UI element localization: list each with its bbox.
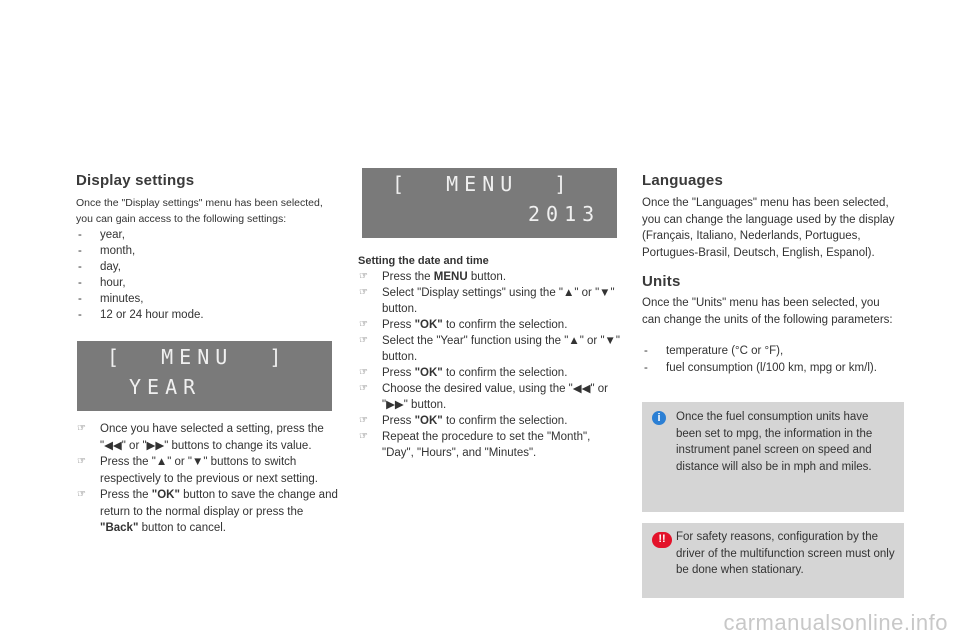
hand-pointer-icon: ☞ xyxy=(359,335,368,346)
units-title: Units xyxy=(642,273,681,290)
display-settings-intro: Once the "Display settings" menu has been selected, you can gain access to the following settings: xyxy=(76,197,323,225)
screen-value-text: 2013 xyxy=(528,202,601,226)
info-icon: i xyxy=(652,411,666,425)
step-item: ☞ Select the "Year" function using the "▲" or "▼" button. xyxy=(359,335,620,363)
hand-pointer-icon: ☞ xyxy=(359,319,368,330)
step-item: ☞ Choose the desired value, using the "◀◀" or "▶▶" button. xyxy=(359,383,608,411)
warning-icon: !! xyxy=(652,532,672,548)
hand-pointer-icon: ☞ xyxy=(77,456,86,467)
units-list xyxy=(642,343,904,376)
hand-pointer-icon: ☞ xyxy=(359,287,368,298)
warning-note xyxy=(642,523,904,598)
list-item: - year, xyxy=(76,227,336,243)
screen-image-year xyxy=(77,341,332,411)
list-item: - fuel consumption (l/100 km, mpg or km/l). xyxy=(642,360,904,377)
list-item: - temperature (°C or °F), xyxy=(642,343,904,360)
display-settings-list xyxy=(76,227,336,323)
list-item: - hour, xyxy=(76,275,336,291)
list-item: - 12 or 24 hour mode. xyxy=(76,307,336,323)
step-item: ☞ Press "OK" to confirm the selection. xyxy=(359,319,568,331)
info-note-text: Once the fuel consumption units have been set to mpg, the information in the instrument panel screen on speed and distance will also be in mph and miles. xyxy=(676,411,873,473)
screen-image-2013 xyxy=(362,168,617,238)
hand-pointer-icon: ☞ xyxy=(77,489,86,500)
hand-pointer-icon: ☞ xyxy=(359,367,368,378)
hand-pointer-icon: ☞ xyxy=(359,271,368,282)
screen-menu-text: [ MENU ] xyxy=(392,172,573,196)
date-time-steps xyxy=(358,269,620,461)
hand-pointer-icon: ☞ xyxy=(359,415,368,426)
watermark: carmanualsonline.info xyxy=(723,610,948,635)
info-note xyxy=(642,402,904,512)
step-item: ☞ Repeat the procedure to set the "Month", "Day", "Hours", and "Minutes". xyxy=(359,431,591,459)
screen-value-text: YEAR xyxy=(129,375,202,399)
step-item: ☞ Select "Display settings" using the "▲" or "▼" button. xyxy=(359,287,615,315)
step-item: ☞ Press the "OK" button to save the change and return to the normal display or press the "Back" button to cancel. xyxy=(77,489,338,534)
step-item: ☞ Press the "▲" or "▼" buttons to switch respectively to the previous or next setting. xyxy=(77,456,318,485)
step-item: ☞ Press "OK" to confirm the selection. xyxy=(359,367,568,379)
hand-pointer-icon: ☞ xyxy=(77,423,86,434)
date-time-subtitle: Setting the date and time xyxy=(358,255,489,267)
step-item: ☞ Once you have selected a setting, press the "◀◀" or "▶▶" buttons to change its value. xyxy=(77,423,324,452)
list-item: - month, xyxy=(76,243,336,259)
warning-note-text: For safety reasons, configuration by the driver of the multifunction screen must only be done when stationary. xyxy=(676,531,895,576)
screen-menu-text: [ MENU ] xyxy=(107,345,288,369)
hand-pointer-icon: ☞ xyxy=(359,431,368,442)
display-settings-title: Display settings xyxy=(76,172,195,189)
step-item: ☞ Press the MENU button. xyxy=(359,271,507,283)
display-settings-steps xyxy=(76,421,338,537)
languages-title: Languages xyxy=(642,172,723,189)
step-item: ☞ Press "OK" to confirm the selection. xyxy=(359,415,568,427)
languages-text: Once the "Languages" menu has been selected, you can change the language used by the display (Français, Italiano, Nederlands, Portugues, Portugues-Brasil, Deutsch, English, Espanol). xyxy=(642,197,895,259)
hand-pointer-icon: ☞ xyxy=(359,383,368,394)
units-intro: Once the "Units" menu has been selected, you can change the units of the following parameters: xyxy=(642,297,893,326)
list-item: - day, xyxy=(76,259,336,275)
list-item: - minutes, xyxy=(76,291,336,307)
